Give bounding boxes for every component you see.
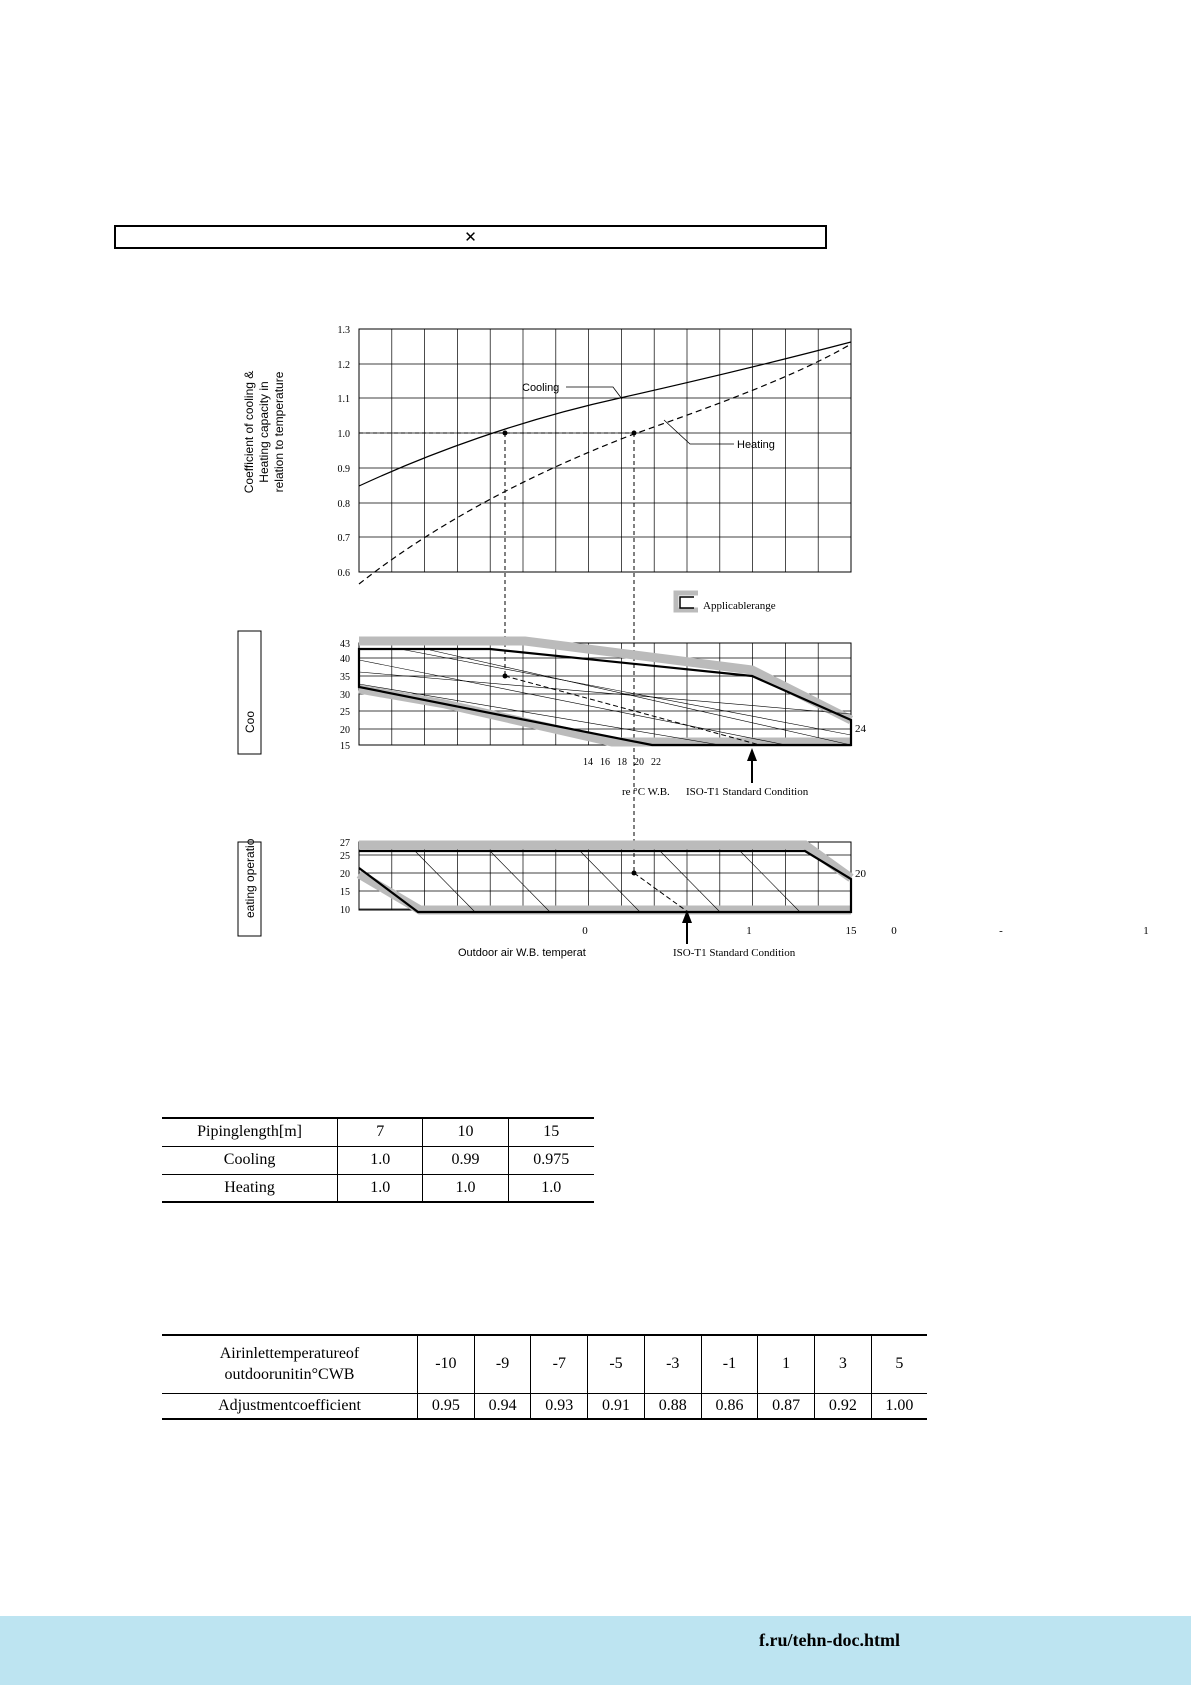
capacity-ytick: 0.9 [337,464,350,475]
multiply-symbol: ✕ [464,228,477,246]
heating-curve [359,344,851,584]
cooling-side-label: Coo [243,710,257,733]
table-row [162,1335,927,1393]
table-cell: 1.0 [338,1146,423,1174]
heating-side-label: eating operatio [243,838,257,918]
adjustment-table [162,1334,927,1420]
adjust-coef-cell: 0.87 [758,1393,815,1419]
indoor-wb-label: 22 [651,757,661,768]
adjust-coef-cell: 0.86 [701,1393,758,1419]
adjust-coef-cell: 1.00 [871,1393,927,1419]
applicable-range-legend [676,593,776,612]
heating-curve-label: Heating [737,439,775,451]
adjust-coef-cell: 0.92 [815,1393,872,1419]
cooling-curve-label: Cooling [522,382,560,394]
capacity-ytick: 1.2 [337,360,350,371]
heating-ytick: 10 [340,905,350,916]
adjust-temp-cell: 3 [815,1335,872,1393]
footer-bar [0,1616,1191,1685]
heating-yticks [340,838,350,916]
cooling-ytick: 43 [340,639,350,650]
piping-cooling-label: Cooling [223,1151,276,1168]
adjust-coef-cell: 0.91 [588,1393,645,1419]
adjust-temp-cell: -10 [418,1335,475,1393]
capacity-ytick: 1.3 [337,325,350,336]
capacity-yticks [338,325,351,579]
y-axis-title-line3: relation to temperature [272,371,286,493]
piping-header-15: 15 [508,1118,594,1146]
piping-length-table [162,1117,594,1203]
table-cell: 0.99 [423,1146,508,1174]
adjust-coef-cell: 0.94 [474,1393,531,1419]
indoor-wb-label: 20 [634,757,644,768]
piping-header-10: 10 [423,1118,508,1146]
table-cell: 0.975 [508,1146,594,1174]
adjust-temp-cell: -1 [701,1335,758,1393]
heating-axis-caption: Outdoor air W.B. temperat [458,947,586,959]
adjust-temp-cell: -3 [644,1335,701,1393]
table-row [162,1174,594,1202]
capacity-ytick: 0.6 [337,568,350,579]
adjust-coef-cell: 0.95 [418,1393,475,1419]
cooling-right-label: 24 [855,723,866,735]
heating-ytick: 27 [340,838,350,849]
heating-standard-arrow [682,910,692,944]
y-axis-title-line2: Heating capacity in [257,381,271,483]
heating-right-label: 20 [855,868,866,880]
table-cell: 1.0 [338,1174,423,1202]
table-row [162,1146,594,1174]
cooling-standard-condition: ISO-T1 Standard Condition [686,786,809,798]
adjust-coef-cell: 0.88 [644,1393,701,1419]
table-row [162,1118,594,1146]
table-cell: 1.0 [508,1174,594,1202]
adjust-header-label [162,1335,418,1393]
table-row [162,1393,927,1419]
y-axis-title-line1: Coefficient of cooling & [242,370,256,494]
piping-header-label: Pipinglength[m] [197,1123,302,1141]
adjust-temp-cell: 5 [871,1335,927,1393]
cooling-yticks [340,639,350,752]
footer-url[interactable]: f.ru/tehn-doc.html [759,1630,900,1650]
indoor-wb-labels [583,757,661,768]
cooling-grid [359,643,851,745]
adjust-row-label: Adjustmentcoefficient [218,1396,361,1414]
cooling-point [503,431,508,436]
heating-ytick: 15 [340,887,350,898]
cooling-envelope [359,641,851,745]
capacity-ytick: 1.0 [337,429,350,440]
cooling-axis-caption: re °C W.B. [622,786,670,798]
adjust-header-line1: Airinlettemperatureof [219,1345,360,1363]
cooling-ytick: 20 [340,725,350,736]
heating-ytick: 25 [340,851,350,862]
heating-extra-tick-0: 0 [891,925,897,937]
heating-xtick-0: 0 [582,925,588,937]
piping-heating-label: Heating [224,1178,275,1196]
heating-point [632,431,637,436]
cooling-ytick: 40 [340,654,350,665]
adjust-temp-cell: 1 [758,1335,815,1393]
capacity-ytick: 0.8 [337,499,350,510]
cooling-curve [359,342,851,486]
applicable-range-label: Applicablerange [703,600,776,612]
heating-extra-tick-2: 1 [1143,925,1149,937]
cooling-ytick: 25 [340,707,350,718]
heating-ytick: 20 [340,869,350,880]
heating-xtick-1: 1 [746,925,752,937]
indoor-wb-label: 14 [583,757,593,768]
cooling-ytick: 30 [340,690,350,701]
heating-extra-tick-1: - [999,925,1003,937]
cooling-ytick: 35 [340,672,350,683]
table-cell: 1.0 [423,1174,508,1202]
capacity-ytick: 1.1 [337,394,350,405]
y-axis-title [242,371,286,494]
adjust-coef-cell: 0.93 [531,1393,588,1419]
piping-header-7: 7 [338,1118,423,1146]
indoor-wb-label: 16 [600,757,610,768]
adjust-header-line2: outdoorunitin°CWB [224,1366,355,1384]
cooling-ytick: 15 [340,741,350,752]
indoor-wb-label: 18 [617,757,627,768]
cooling-standard-arrow [747,748,757,783]
adjust-temp-cell: -7 [531,1335,588,1393]
cooling-side-label-box [238,631,261,754]
capacity-grid [359,329,851,572]
adjust-temp-cell: -9 [474,1335,531,1393]
heating-standard-condition: ISO-T1 Standard Condition [673,947,796,959]
capacity-ytick: 0.7 [337,533,350,544]
adjust-temp-cell: -5 [588,1335,645,1393]
heating-xtick-2: 15 [845,925,857,937]
